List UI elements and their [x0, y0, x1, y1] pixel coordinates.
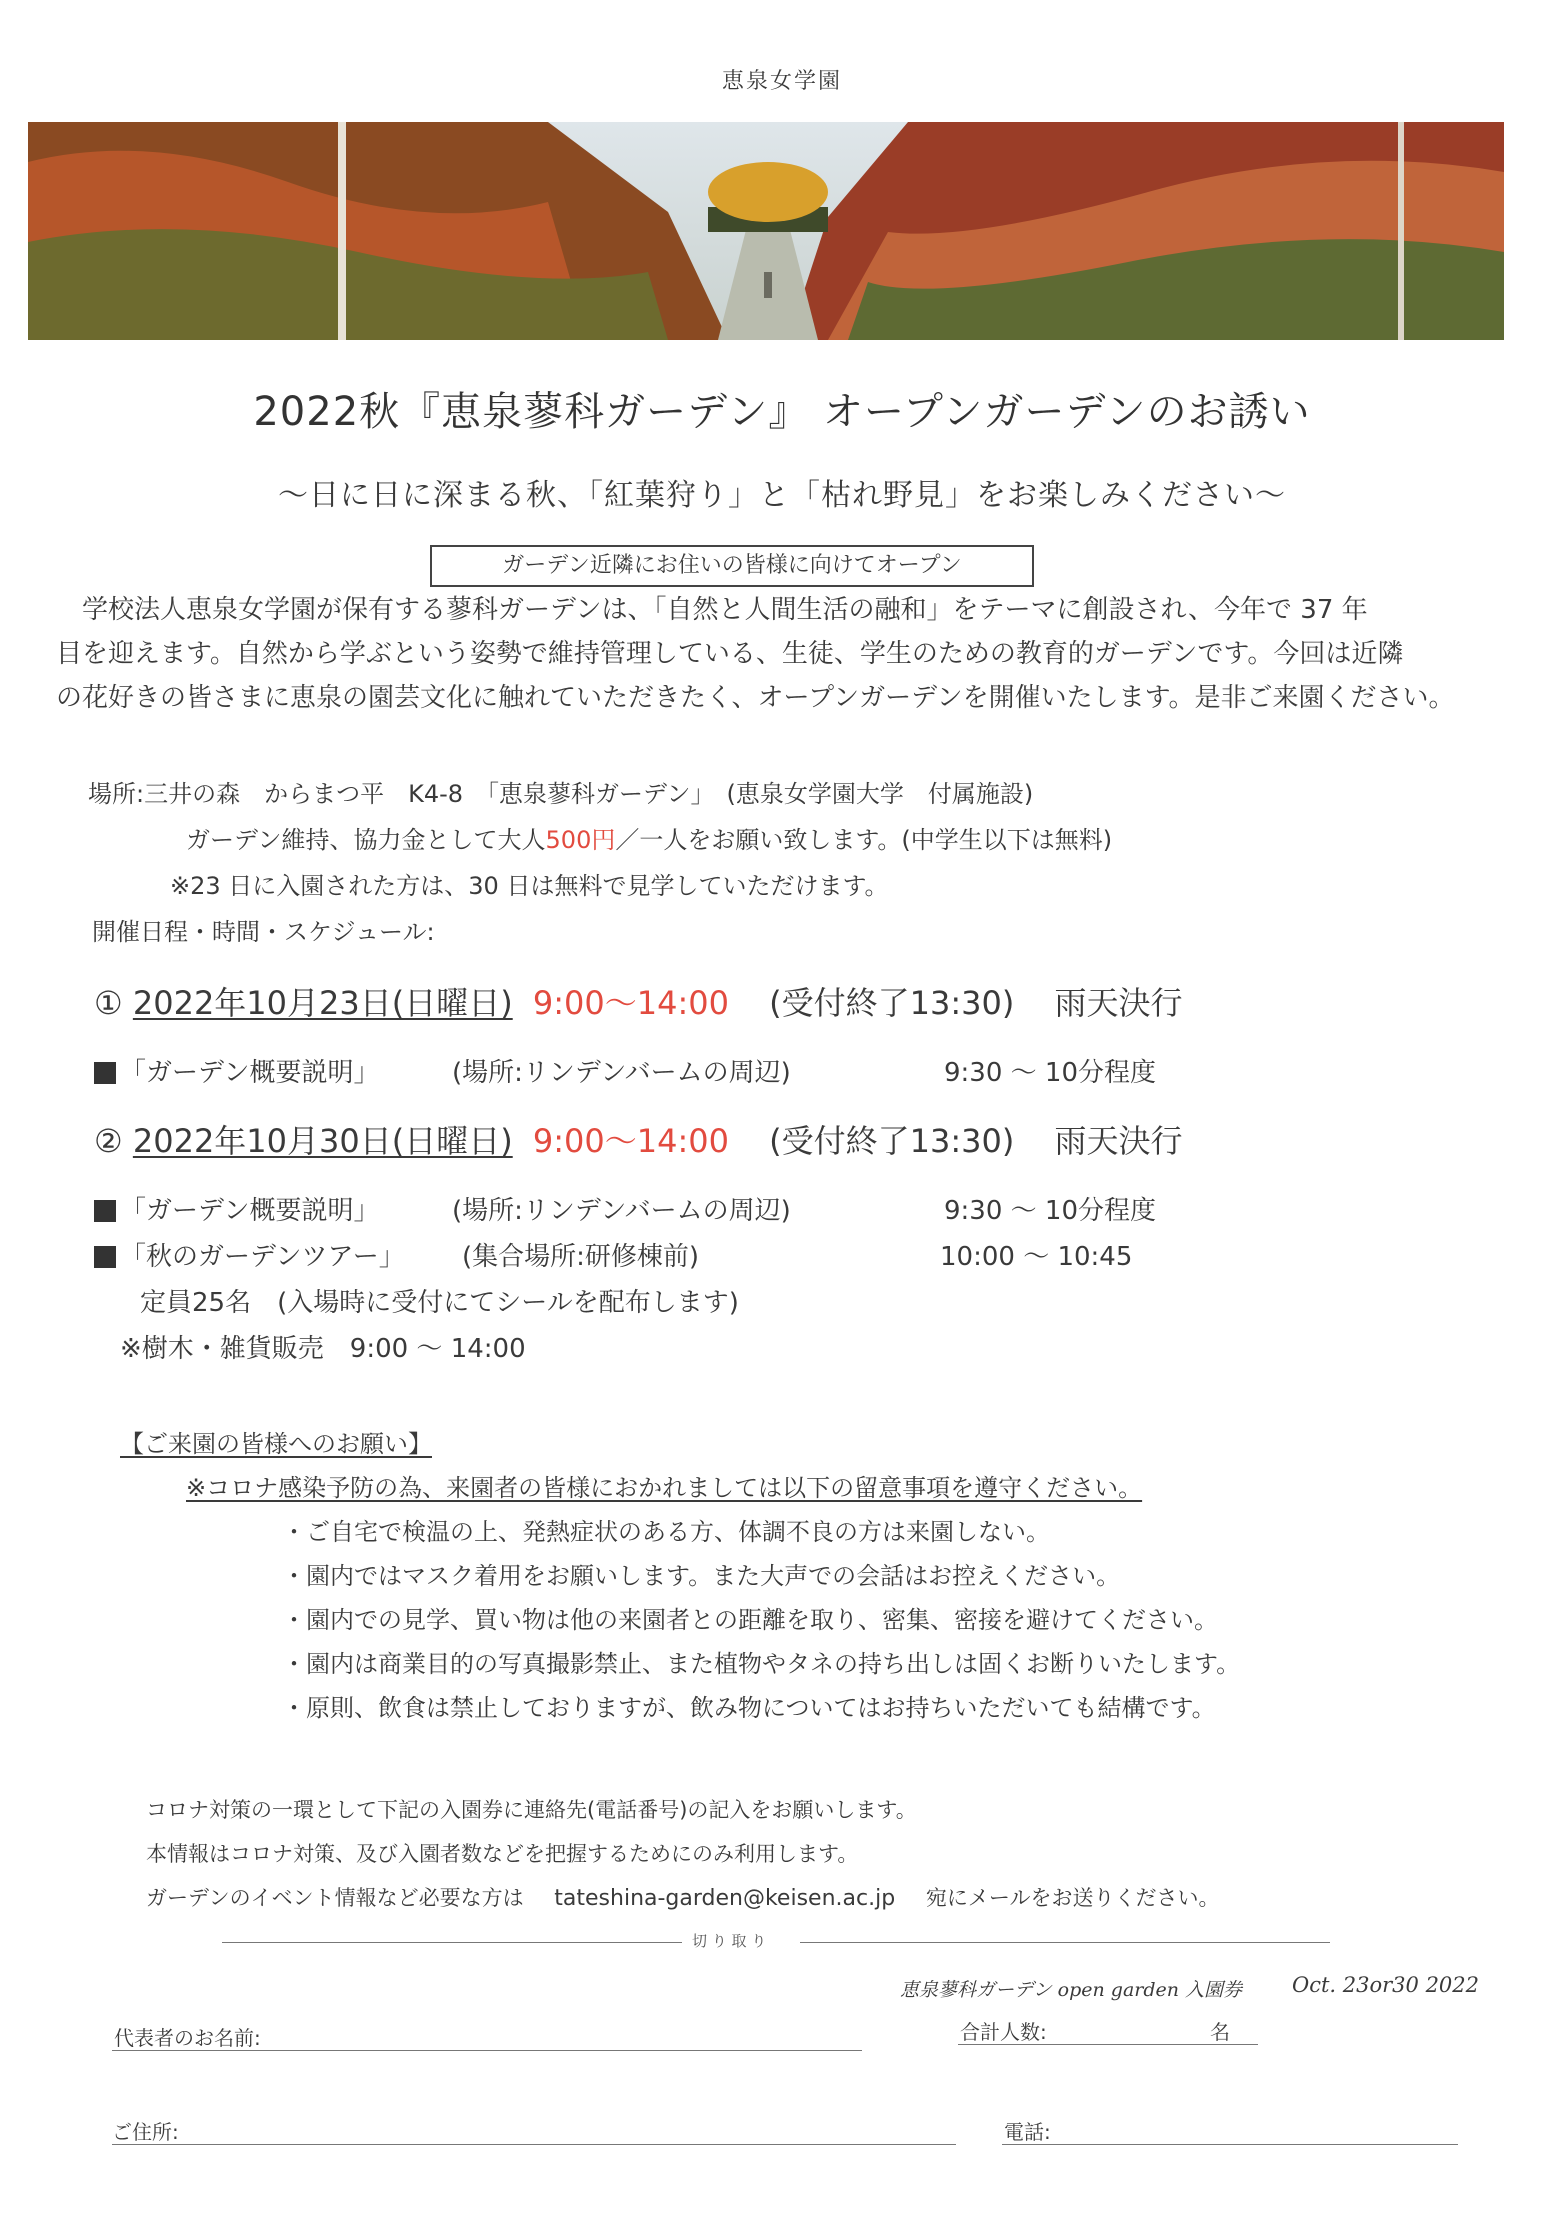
- intro-line: 目を迎えます。自然から学ぶという姿勢で維持管理している、生徒、学生のための教育的ガーデンです。今回は近隣: [56, 639, 1404, 669]
- count-unit: 名: [1210, 2020, 1230, 2044]
- address-field-line[interactable]: [112, 2144, 956, 2145]
- session-number: ②: [94, 1122, 123, 1160]
- reception-end: (受付終了13:30): [769, 1122, 1015, 1160]
- bullet-square: [94, 1246, 116, 1268]
- fee-amount: 500円: [545, 826, 616, 854]
- rain-or-shine: 雨天決行: [1054, 984, 1183, 1022]
- session-time: 9:00～14:00: [532, 984, 729, 1022]
- session-2-header: [94, 1116, 1183, 1162]
- cut-line-left: [222, 1942, 682, 1943]
- cut-line-right: [800, 1942, 1330, 1943]
- item-time: 9:30 ～ 10分程度: [944, 1058, 1156, 1088]
- session-1-item: [94, 1052, 379, 1089]
- schedule-label: 開催日程・時間・スケジュール:: [92, 918, 435, 946]
- representative-name-label: 代表者のお名前:: [114, 2026, 261, 2050]
- session-date: 2022年10月30日(日曜日): [132, 1122, 513, 1160]
- capacity-note: 定員25名 (入場時に受付にてシールを配布します): [140, 1288, 739, 1318]
- school-name: 恵泉女学園: [721, 69, 842, 94]
- session-2-item: [94, 1190, 379, 1227]
- garden-photo: [28, 122, 1504, 340]
- total-count-label: 合計人数:: [960, 2020, 1047, 2044]
- sale-note: ※樹木・雑貨販売 9:00 ～ 14:00: [120, 1334, 526, 1364]
- session-1-header: [94, 978, 1183, 1024]
- session-2-item: [94, 1236, 405, 1273]
- fee-info: [186, 820, 1112, 855]
- free-entry-note: ※23 日に入園された方は、30 日は無料で見学していただけます。: [170, 872, 889, 900]
- bullet-square: [94, 1062, 116, 1084]
- item-name: 「ガーデン概要説明」: [120, 1058, 380, 1088]
- audience-note: ガーデン近隣にお住いの皆様に向けてオープン: [430, 545, 1034, 587]
- request-item: ・園内は商業目的の写真撮影禁止、また植物やタネの持ち出しは固くお断りいたします。: [282, 1650, 1241, 1678]
- contact-email[interactable]: tateshina-garden@keisen.ac.jp: [554, 1886, 896, 1911]
- footer-line-1: コロナ対策の一環として下記の入園券に連絡先(電話番号)の記入をお願いします。: [146, 1798, 917, 1822]
- item-name: 「秋のガーデンツアー」: [120, 1242, 405, 1272]
- session-time: 9:00～14:00: [532, 1122, 729, 1160]
- page-title: 2022秋『恵泉蓼科ガーデン』 オープンガーデンのお誘い: [253, 389, 1311, 435]
- item-location: (集合場所:研修棟前): [462, 1242, 700, 1272]
- reception-end: (受付終了13:30): [769, 984, 1015, 1022]
- item-location: (場所:リンデンバームの周辺): [452, 1058, 791, 1088]
- session-number: ①: [94, 984, 123, 1022]
- item-name: 「ガーデン概要説明」: [120, 1196, 380, 1226]
- item-location: (場所:リンデンバームの周辺): [452, 1196, 791, 1226]
- phone-label: 電話:: [1004, 2120, 1051, 2144]
- fee-prefix: ガーデン維持、協力金として大人: [186, 826, 546, 854]
- ticket-title: 恵泉蓼科ガーデン open garden 入園券: [900, 1979, 1243, 2001]
- requests-lead: ※コロナ感染予防の為、来園者の皆様におかれましては以下の留意事項を遵守ください。: [186, 1474, 1143, 1502]
- rain-or-shine: 雨天決行: [1054, 1122, 1183, 1160]
- phone-field-line[interactable]: [1002, 2144, 1458, 2145]
- fee-suffix: ／一人をお願い致します。(中学生以下は無料): [615, 826, 1113, 854]
- intro-line: 学校法人恵泉女学園が保有する蓼科ガーデンは、「自然と人間生活の融和」をテーマに創設され、今年で 37 年: [82, 595, 1368, 625]
- cut-label: 切 り 取 り: [692, 1932, 767, 1950]
- footer-line-3-suffix: 宛にメールをお送りください。: [925, 1886, 1220, 1910]
- footer-line-3: [146, 1882, 1219, 1912]
- bullet-square: [94, 1200, 116, 1222]
- footer-line-3-prefix: ガーデンのイベント情報など必要な方は: [146, 1886, 524, 1910]
- request-item: ・ご自宅で検温の上、発熱症状のある方、体調不良の方は来園しない。: [282, 1518, 1050, 1546]
- name-field-line[interactable]: [112, 2050, 862, 2051]
- session-date: 2022年10月23日(日曜日): [132, 984, 513, 1022]
- requests-heading: 【ご来園の皆様へのお願い】: [120, 1430, 432, 1458]
- request-item: ・園内ではマスク着用をお願いします。また大声での会話はお控えください。: [282, 1562, 1121, 1590]
- ticket-date: Oct. 23or30 2022: [1292, 1973, 1480, 1997]
- request-item: ・園内での見学、買い物は他の来園者との距離を取り、密集、密接を避けてください。: [282, 1606, 1218, 1634]
- intro-line: の花好きの皆さまに恵泉の園芸文化に触れていただきたく、オープンガーデンを開催いたします。是非ご来園ください。: [56, 683, 1455, 713]
- place-info: 場所:三井の森 からまつ平 K4-8 「恵泉蓼科ガーデン」 (恵泉女学園大学 付属施設): [88, 780, 1034, 808]
- address-label: ご住所:: [112, 2120, 179, 2144]
- subtitle: ～日に日に深まる秋、「紅葉狩り」と「枯れ野見」をお楽しみください～: [278, 478, 1286, 513]
- item-time: 10:00 ～ 10:45: [940, 1242, 1133, 1272]
- request-item: ・原則、飲食は禁止しておりますが、飲み物についてはお持ちいただいても結構です。: [282, 1694, 1216, 1722]
- count-field-line[interactable]: [958, 2044, 1258, 2045]
- intro-paragraph: [56, 588, 1508, 720]
- footer-line-2: 本情報はコロナ対策、及び入園者数などを把握するためにのみ利用します。: [146, 1842, 859, 1866]
- item-time: 9:30 ～ 10分程度: [944, 1196, 1156, 1226]
